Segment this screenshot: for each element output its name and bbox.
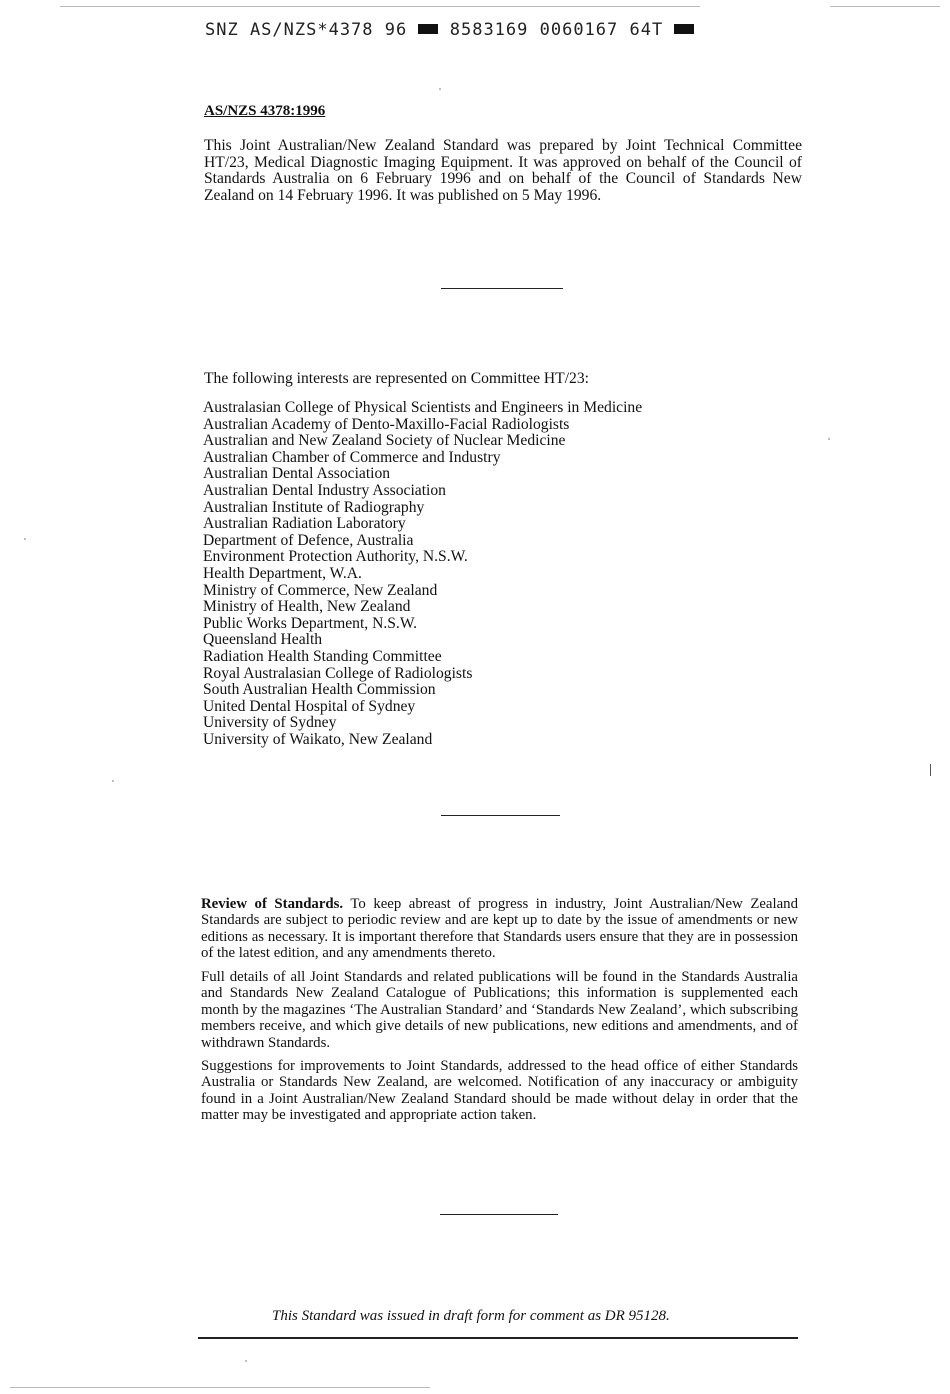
list-item: Environment Protection Authority, N.S.W. xyxy=(203,548,468,566)
footer-rule xyxy=(198,1337,798,1339)
scan-artifact-top-right xyxy=(830,6,940,7)
draft-note: This Standard was issued in draft form for comment as DR 95128. xyxy=(272,1308,670,1324)
list-item: University of Sydney xyxy=(203,714,337,732)
black-block-marker xyxy=(674,24,694,34)
list-item: Australian Radiation Laboratory xyxy=(203,515,406,533)
section-divider xyxy=(440,1214,558,1215)
list-item: Department of Defence, Australia xyxy=(203,531,414,549)
list-item: Ministry of Commerce, New Zealand xyxy=(203,581,438,599)
list-item: Australian and New Zealand Society of Nuclear Medicine xyxy=(203,432,566,450)
header-code-left: SNZ AS/NZS*4378 96 xyxy=(205,20,408,40)
list-item: Public Works Department, N.S.W. xyxy=(203,614,418,632)
black-block-marker xyxy=(418,24,438,34)
scan-artifact-bottom xyxy=(10,1387,430,1388)
intro-paragraph: This Joint Australian/New Zealand Standard was prepared by Joint Technical Committee HT/23, Medical Diagnostic Imaging Equipment. It was approved on behalf of the Council of Standards Australia on 6 February 1996 and on behalf of the Council of Standards New Zealand on 14 February 1996. It was published on 5 May 1996. xyxy=(204,137,802,204)
review-heading: Review of Standards. xyxy=(201,896,344,912)
scan-speck xyxy=(828,438,830,440)
section-divider xyxy=(441,815,560,816)
review-p1-text: To keep abreast of progress in industry, Joint Australian/New Zealand Standards are subject to periodic review and are kept up to date by the issue of amendments or new editions as necessary. It is important therefore that Standards users ensure that they are in possession of the latest edition, and any amendments thereto. xyxy=(201,896,798,962)
list-item: Ministry of Health, New Zealand xyxy=(203,598,411,616)
list-item: Radiation Health Standing Committee xyxy=(203,647,442,665)
list-item: Australian Chamber of Commerce and Industry xyxy=(203,448,501,466)
scan-artifact-top xyxy=(60,6,700,7)
scan-mark xyxy=(930,764,931,776)
list-item: Queensland Health xyxy=(203,631,323,649)
list-item: Royal Australasian College of Radiologists xyxy=(203,664,473,682)
list-item: Australian Academy of Dento-Maxillo-Facial Radiologists xyxy=(203,415,570,433)
list-item: South Australian Health Commission xyxy=(203,681,436,699)
scan-speck xyxy=(112,780,114,782)
organization-list xyxy=(203,400,642,748)
list-item: United Dental Hospital of Sydney xyxy=(203,697,416,715)
scan-speck xyxy=(245,1360,247,1362)
standard-identifier: AS/NZS 4378:1996 xyxy=(204,103,326,119)
header-code-right: 8583169 0060167 64T xyxy=(449,20,664,40)
section-divider xyxy=(441,288,563,289)
list-item: Australian Institute of Radiography xyxy=(203,498,425,516)
list-item: University of Waikato, New Zealand xyxy=(203,730,433,748)
document-header-code xyxy=(205,20,694,40)
list-item: Australian Dental Industry Association xyxy=(203,481,446,499)
review-paragraph-1 xyxy=(201,896,798,962)
list-item: Australian Dental Association xyxy=(203,465,391,483)
scan-speck xyxy=(24,538,26,540)
review-paragraph-2: Full details of all Joint Standards and related publications will be found in the Standards Australia and Standards New Zealand Catalogue of Publications; this information is supplemented each month by the magazines ‘The Australian Standard’ and ‘Standards New Zealand’, which subscribing members receive, and which give details of new publications, new editions and amendments, and of withdrawn Standards. xyxy=(201,969,798,1051)
review-paragraph-3: Suggestions for improvements to Joint Standards, addressed to the head office of either Standards Australia or Standards New Zealand, are welcomed. Notification of any inaccuracy or ambiguity found in a Joint Australian/New Zealand Standard should be made without delay in order that the matter may be investigated and appropriate action taken. xyxy=(201,1058,798,1124)
scan-speck xyxy=(439,88,441,90)
interests-lead: The following interests are represented on Committee HT/23: xyxy=(204,370,589,387)
list-item: Australasian College of Physical Scientists and Engineers in Medicine xyxy=(203,399,643,416)
list-item: Health Department, W.A. xyxy=(203,564,362,582)
